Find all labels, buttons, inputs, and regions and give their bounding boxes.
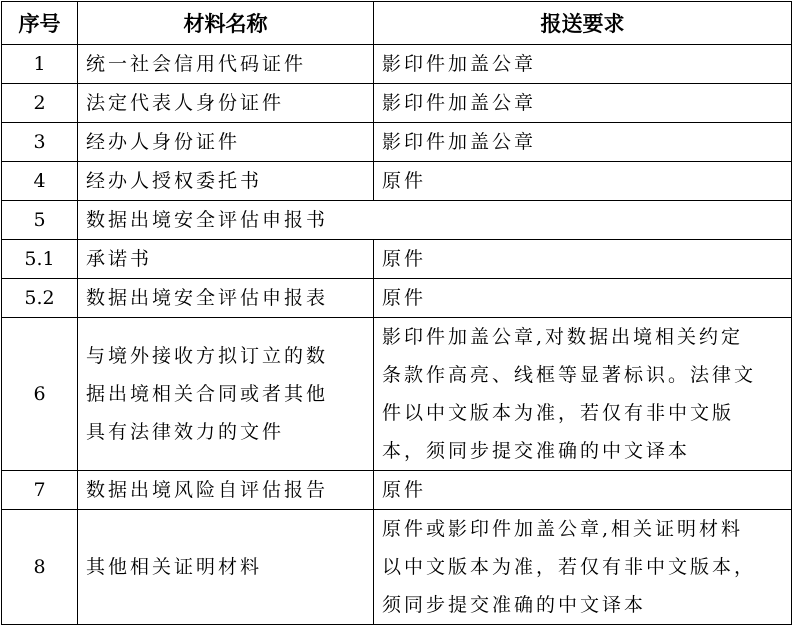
material-name: 经办人授权委托书 [78,162,374,201]
table-row [2,162,792,201]
material-name-line: 与境外接收方拟订立的数 [86,345,329,367]
requirement-line: 影印件加盖公章,对数据出境相关约定 [382,326,744,348]
material-name: 其他相关证明材料 [78,510,374,625]
table-row [2,471,792,510]
submission-requirement: 原件 [374,279,792,318]
table-row [2,510,792,625]
row-number: 2 [2,84,78,123]
requirement-line: 本，须同步提交准确的中文译本 [382,440,691,462]
material-name: 数据出境安全评估申报表 [78,279,374,318]
header-material-name: 材料名称 [78,2,374,45]
requirement-line: 件以中文版本为准，若仅有非中文版 [382,402,735,424]
header-requirement: 报送要求 [374,2,792,45]
row-number: 5 [2,201,78,240]
row-number: 8 [2,510,78,625]
row-number: 3 [2,123,78,162]
material-name: 数据出境风险自评估报告 [78,471,374,510]
table-row [2,123,792,162]
submission-requirement: 影印件加盖公章 [374,45,792,84]
material-name: 统一社会信用代码证件 [78,45,374,84]
materials-table [1,1,792,625]
requirement-line: 条款作高亮、线框等显著标识。法律文 [382,364,757,386]
requirement-line: 原件或影印件加盖公章,相关证明材料 [382,518,744,540]
submission-requirement [374,510,792,625]
table-row [2,240,792,279]
table-row [2,45,792,84]
row-number: 7 [2,471,78,510]
table-row [2,84,792,123]
material-name-line: 据出境相关合同或者其他 [86,383,329,405]
submission-requirement: 原件 [374,162,792,201]
submission-requirement: 影印件加盖公章 [374,84,792,123]
submission-requirement [374,318,792,471]
table-row [2,318,792,471]
header-number: 序号 [2,2,78,45]
row-number: 1 [2,45,78,84]
row-number: 5.2 [2,279,78,318]
material-name-line: 具有法律效力的文件 [86,421,285,443]
row-number: 5.1 [2,240,78,279]
submission-requirement: 原件 [374,240,792,279]
material-name: 法定代表人身份证件 [78,84,374,123]
material-name: 承诺书 [78,240,374,279]
table-row [2,201,792,240]
requirement-line: 以中文版本为准，若仅有非中文版本， [382,556,757,578]
material-name [78,318,374,471]
table-header-row [2,2,792,45]
table-row [2,279,792,318]
requirement-line: 须同步提交准确的中文译本 [382,594,647,616]
material-name: 数据出境安全评估申报书 [78,201,792,240]
row-number: 6 [2,318,78,471]
row-number: 4 [2,162,78,201]
submission-requirement: 原件 [374,471,792,510]
material-name: 经办人身份证件 [78,123,374,162]
submission-requirement: 影印件加盖公章 [374,123,792,162]
